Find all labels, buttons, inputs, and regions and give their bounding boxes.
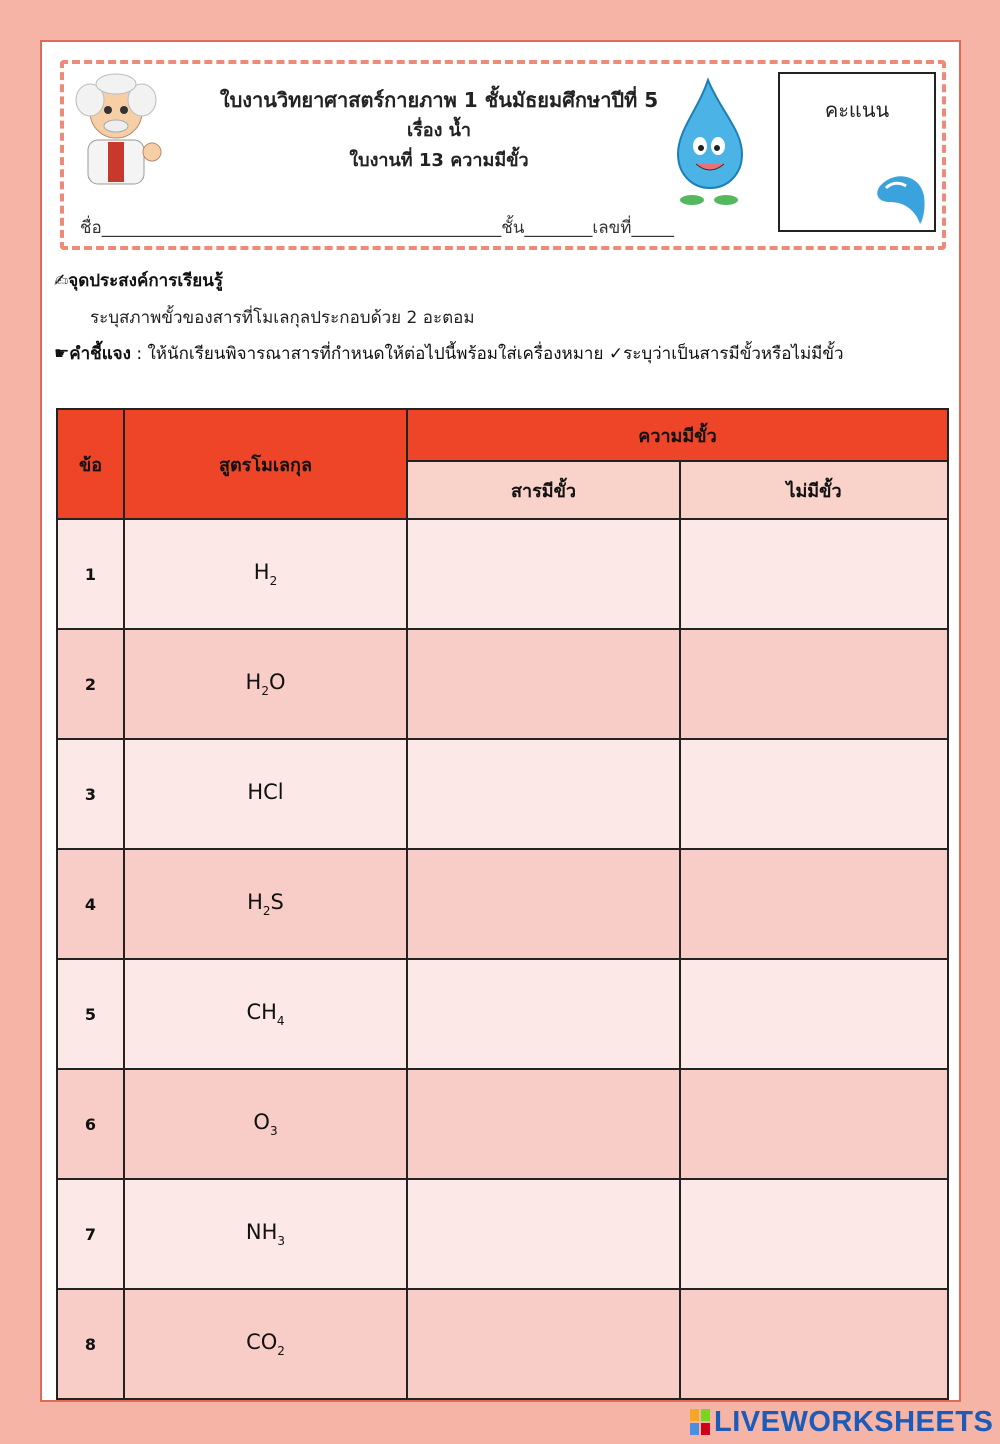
polar-answer-cell[interactable] bbox=[407, 849, 680, 959]
table-row bbox=[57, 1069, 948, 1179]
nonpolar-answer-cell[interactable] bbox=[680, 849, 948, 959]
column-header-polar: สารมีขั้ว bbox=[407, 461, 680, 519]
molecular-formula bbox=[124, 959, 407, 1069]
row-number: 8 bbox=[57, 1289, 124, 1399]
formula-subscript: 2 bbox=[269, 574, 278, 588]
table-row bbox=[57, 519, 948, 629]
nonpolar-answer-cell[interactable] bbox=[680, 1289, 948, 1399]
header-box bbox=[60, 60, 946, 250]
polar-answer-cell[interactable] bbox=[407, 959, 680, 1069]
table-row bbox=[57, 1179, 948, 1289]
formula-base: HCl bbox=[247, 780, 284, 804]
row-number: 4 bbox=[57, 849, 124, 959]
polar-answer-cell[interactable] bbox=[407, 1179, 680, 1289]
polarity-table bbox=[56, 408, 949, 1400]
instruction-line: ☛คำชี้แจง : ให้นักเรียนพิจารณาสารที่กำหนดให้ต่อไปนี้พร้อมใส่เครื่องหมาย ✓ระบุว่าเป็นสารมีขั้วหรือไม่มีขั้ว bbox=[54, 344, 844, 364]
formula-subscript: 3 bbox=[269, 1124, 278, 1138]
score-box bbox=[778, 72, 936, 232]
column-header-formula: สูตรโมเลกุล bbox=[124, 409, 407, 519]
column-header-polarity: ความมีขั้ว bbox=[407, 409, 948, 461]
polar-answer-cell[interactable] bbox=[407, 739, 680, 849]
formula-base: O bbox=[253, 1110, 270, 1134]
nonpolar-answer-cell[interactable] bbox=[680, 629, 948, 739]
molecular-formula bbox=[124, 629, 407, 739]
formula-subscript: 2 bbox=[262, 904, 271, 918]
table-row bbox=[57, 739, 948, 849]
molecular-formula bbox=[124, 1069, 407, 1179]
row-number: 3 bbox=[57, 739, 124, 849]
polar-answer-cell[interactable] bbox=[407, 1289, 680, 1399]
worksheet-page bbox=[40, 40, 961, 1402]
molecular-formula bbox=[124, 519, 407, 629]
score-label: คะแนน bbox=[824, 98, 890, 122]
table-row bbox=[57, 1289, 948, 1399]
nonpolar-answer-cell[interactable] bbox=[680, 1179, 948, 1289]
table-row bbox=[57, 849, 948, 959]
liveworksheets-brand: LIVEWORKSHEETS bbox=[714, 1405, 994, 1438]
formula-tail: S bbox=[270, 890, 284, 914]
table-row bbox=[57, 959, 948, 1069]
worksheet-title: ใบงานวิทยาศาสตร์กายภาพ 1 ชั้นมัธยมศึกษาปีที่ 5 bbox=[219, 88, 659, 112]
worksheet-number: ใบงานที่ 13 ความมีขั้ว bbox=[349, 150, 529, 171]
water-drop-cartoon-icon bbox=[662, 76, 758, 210]
molecular-formula bbox=[124, 849, 407, 959]
formula-base: CO bbox=[246, 1330, 278, 1354]
nonpolar-answer-cell[interactable] bbox=[680, 1069, 948, 1179]
formula-base: H bbox=[247, 890, 263, 914]
molecular-formula bbox=[124, 1179, 407, 1289]
pointing-hand-icon: ☛ bbox=[54, 344, 70, 364]
molecular-formula bbox=[124, 739, 407, 849]
row-number: 2 bbox=[57, 629, 124, 739]
liveworksheets-badge-icon bbox=[690, 1409, 710, 1435]
liveworksheets-logo[interactable] bbox=[690, 1402, 993, 1442]
title-block bbox=[184, 84, 694, 176]
row-number: 6 bbox=[57, 1069, 124, 1179]
water-drop-icon bbox=[876, 172, 928, 230]
formula-tail: O bbox=[268, 670, 286, 694]
student-info-line[interactable]: ชื่อ_______________________________________________ชั้น________เลขที่_____ bbox=[80, 218, 674, 238]
formula-subscript: 2 bbox=[277, 1344, 285, 1358]
column-header-nonpolar: ไม่มีขั้ว bbox=[680, 461, 948, 519]
row-number: 5 bbox=[57, 959, 124, 1069]
formula-base: H bbox=[253, 560, 270, 584]
objective-heading: ✍จุดประสงค์การเรียนรู้ bbox=[54, 271, 223, 291]
formula-subscript: 3 bbox=[277, 1234, 286, 1248]
scientist-cartoon-icon bbox=[68, 70, 168, 192]
polar-answer-cell[interactable] bbox=[407, 519, 680, 629]
formula-subscript: 2 bbox=[261, 684, 269, 698]
polar-answer-cell[interactable] bbox=[407, 1069, 680, 1179]
topic-title: เรื่อง น้ำ bbox=[406, 120, 472, 141]
molecular-formula bbox=[124, 1289, 407, 1399]
formula-subscript: 4 bbox=[276, 1014, 285, 1028]
nonpolar-answer-cell[interactable] bbox=[680, 739, 948, 849]
pencil-icon: ✍ bbox=[54, 271, 69, 291]
column-header-number: ข้อ bbox=[57, 409, 124, 519]
polar-answer-cell[interactable] bbox=[407, 629, 680, 739]
table-row bbox=[57, 629, 948, 739]
row-number: 7 bbox=[57, 1179, 124, 1289]
row-number: 1 bbox=[57, 519, 124, 629]
formula-base: NH bbox=[245, 1220, 278, 1244]
formula-base: H bbox=[245, 670, 262, 694]
nonpolar-answer-cell[interactable] bbox=[680, 959, 948, 1069]
nonpolar-answer-cell[interactable] bbox=[680, 519, 948, 629]
formula-base: CH bbox=[246, 1000, 277, 1024]
objective-text: ระบุสภาพขั้วของสารที่โมเลกุลประกอบด้วย 2 อะตอม bbox=[90, 308, 475, 328]
